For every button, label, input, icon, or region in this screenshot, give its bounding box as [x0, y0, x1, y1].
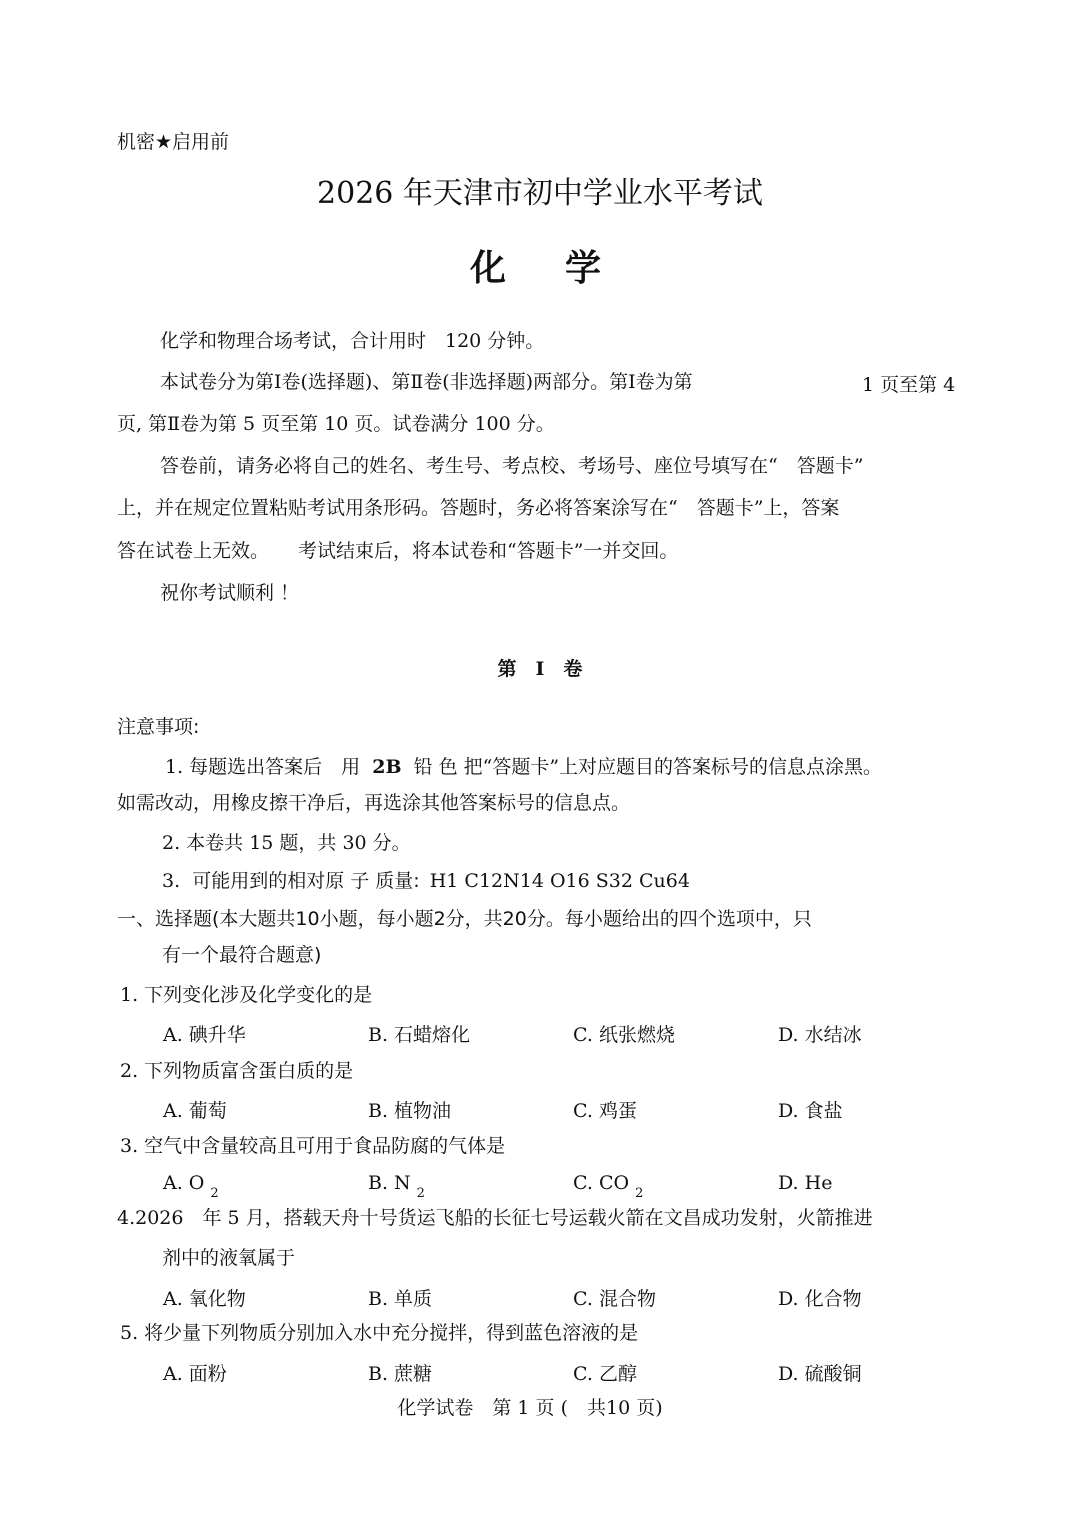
confidential-label: 机密★启用前	[117, 131, 230, 153]
note-1-continued: 如需改动，用橡皮擦干净后，再选涂其他答案标号的信息点。	[117, 792, 631, 814]
question-2-option-a: A. 葡萄	[163, 1100, 227, 1122]
question-3-option-b-subscript: 2	[416, 1186, 425, 1201]
question-5-option-d: D. 硫酸铜	[778, 1363, 862, 1385]
question-3-option-a-subscript: 2	[210, 1186, 219, 1201]
question-3-option-c-subscript: 2	[635, 1186, 644, 1201]
question-4-option-a: A. 氧化物	[163, 1288, 246, 1310]
notes-heading: 注意事项:	[117, 716, 200, 738]
note-1-bold: 2B	[372, 756, 402, 778]
question-3-option-d: D. He	[778, 1172, 833, 1194]
question-5-option-b: B. 蔗糖	[368, 1363, 433, 1385]
note-1-part-b: 铅 色 把“答题卡”上对应题目的答案标号的信息点涂黑。	[413, 756, 883, 778]
question-1-option-a: A. 碘升华	[163, 1024, 246, 1046]
question-4-stem-continued: 剂中的液氧属于	[162, 1247, 296, 1269]
section-title: 第 Ⅰ 卷	[497, 658, 583, 680]
page-footer: 化学试卷 第 1 页 ( 共10 页)	[397, 1397, 663, 1419]
question-3-option-c-text: C. CO	[573, 1172, 630, 1194]
intro-line-1: 化学和物理合场考试，合计用时 120 分钟。	[160, 330, 545, 352]
intro-line-2-right: 1 页至第 4	[862, 374, 956, 396]
intro-line-4: 答卷前，请务必将自己的姓名、考生号、考点校、考场号、座位号填写在“ 答题卡”	[160, 455, 864, 477]
question-5-stem: 5. 将少量下列物质分别加入水中充分搅拌，得到蓝色溶液的是	[120, 1322, 639, 1344]
note-3-masses: H1 C12N14 O16 S32 Cu64	[429, 870, 690, 892]
intro-line-3: 页, 第Ⅱ卷为第 5 页至第 10 页。试卷满分 100 分。	[117, 413, 555, 435]
question-5-option-a: A. 面粉	[163, 1363, 227, 1385]
intro-line-6a: 答在试卷上无效。	[117, 540, 270, 562]
question-2-option-d: D. 食盐	[778, 1100, 843, 1122]
note-3-number: 3.	[162, 870, 181, 892]
question-2-option-c: C. 鸡蛋	[573, 1100, 637, 1122]
question-3-option-a	[163, 1172, 219, 1201]
note-1-part-a: 1. 每题选出答案后 用	[165, 756, 361, 778]
part-1-heading-continued: 有一个最符合题意)	[162, 944, 322, 966]
question-4-option-d: D. 化合物	[778, 1288, 862, 1310]
question-3-option-c	[573, 1172, 644, 1201]
note-3	[162, 868, 690, 894]
question-1-stem: 1. 下列变化涉及化学变化的是	[120, 984, 373, 1006]
question-2-stem: 2. 下列物质富含蛋白质的是	[120, 1060, 354, 1082]
question-3-option-a-text: A. O	[163, 1172, 205, 1194]
question-3-stem: 3. 空气中含量较高且可用于食品防腐的气体是	[120, 1135, 506, 1157]
question-2-option-b: B. 植物油	[368, 1100, 452, 1122]
subject-char-1: 化	[470, 247, 507, 289]
question-4-stem: 4.2026 年 5 月，搭载天舟十号货运飞船的长征七号运载火箭在文昌成功发射，火箭推进	[117, 1207, 873, 1229]
note-2: 2. 本卷共 15 题，共 30 分。	[162, 832, 411, 854]
intro-line-5: 上，并在规定位置粘贴考试用条形码。答题时，务必将答案涂写在“ 答题卡”上，答案	[117, 497, 840, 519]
question-3-option-b	[368, 1172, 425, 1201]
note-1	[165, 754, 882, 780]
intro-line-6b: 考试结束后，将本试卷和“答题卡”一并交回。	[298, 540, 679, 562]
exam-title: 2026 年天津市初中学业水平考试	[317, 176, 763, 211]
note-3-label: 可能用到的相对原 子 质量:	[192, 870, 420, 892]
part-1-heading: 一、选择题(本大题共10小题，每小题2分，共20分。每小题给出的四个选项中，只	[117, 908, 812, 930]
question-1-option-d: D. 水结冰	[778, 1024, 862, 1046]
question-1-option-c: C. 纸张燃烧	[573, 1024, 675, 1046]
question-3-option-b-text: B. N	[368, 1172, 411, 1194]
intro-line-2: 本试卷分为第Ⅰ卷(选择题)、第Ⅱ卷(非选择题)两部分。第Ⅰ卷为第	[160, 371, 693, 393]
question-5-option-c: C. 乙醇	[573, 1363, 637, 1385]
question-4-option-c: C. 混合物	[573, 1288, 656, 1310]
subject-char-2: 学	[565, 247, 602, 289]
question-4-option-b: B. 单质	[368, 1288, 433, 1310]
question-1-option-b: B. 石蜡熔化	[368, 1024, 471, 1046]
intro-line-7: 祝你考试顺利 ！	[160, 582, 300, 604]
